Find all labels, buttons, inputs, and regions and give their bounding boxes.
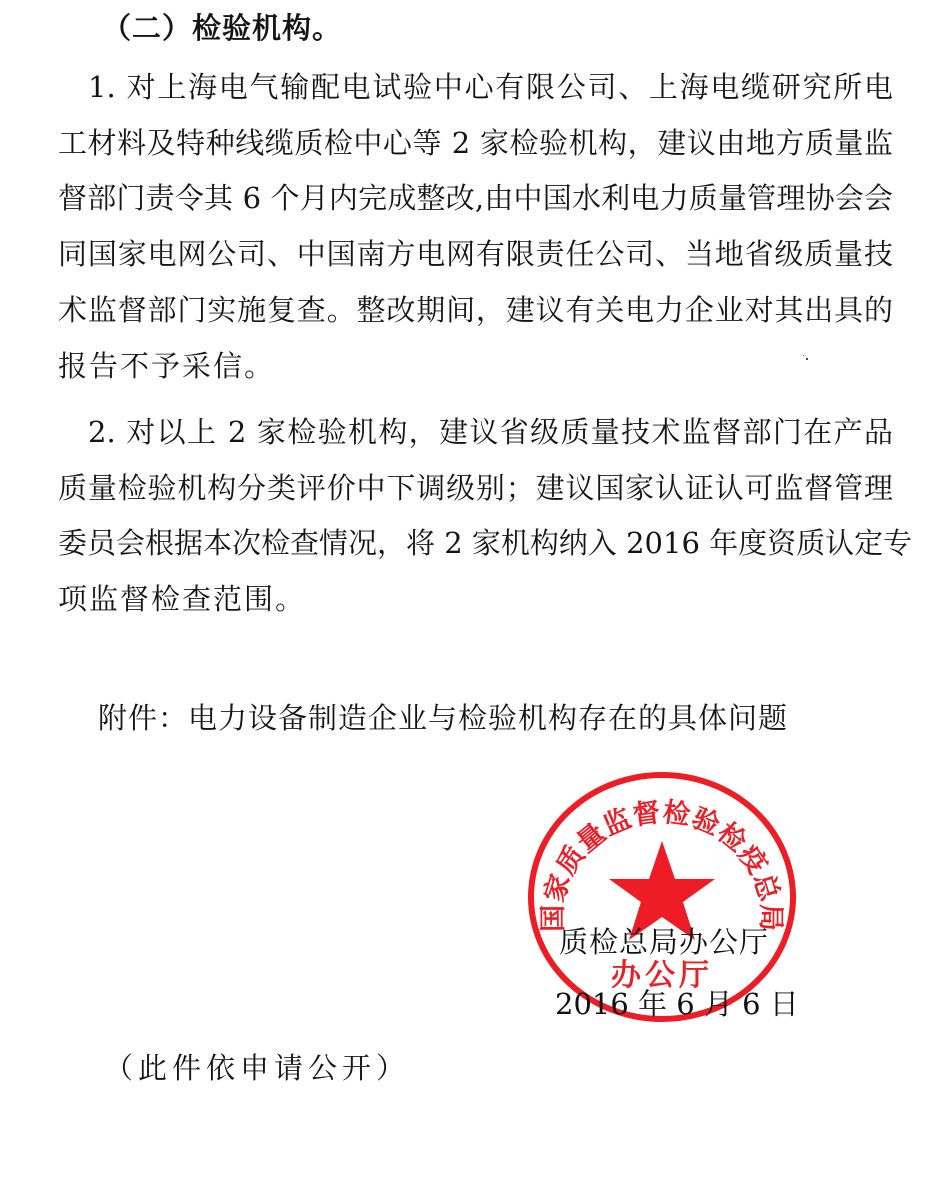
issuing-office: 质检总局办公厅 <box>559 925 770 959</box>
paragraph-2-line-4: 项监督检查范围。 <box>58 582 307 616</box>
scan-speck <box>803 355 804 356</box>
paragraph-1-line-1: 1. 对上海电气输配电试验中心有限公司、上海电缆研究所电 <box>88 70 893 104</box>
seal-center-text: 办公厅 <box>611 958 713 993</box>
section-heading: （二）检验机构。 <box>102 11 343 45</box>
paragraph-2-line-3: 委员会根据本次检查情况，将 2 家机构纳入 2016 年度资质认定专 <box>58 526 913 560</box>
paragraph-1-line-2: 工材料及特种线缆质检中心等 2 家检验机构，建议由地方质量监 <box>58 126 893 160</box>
paragraph-2-line-2: 质量检验机构分类评价中下调级别；建议国家认证认可监督管理 <box>58 471 893 505</box>
paragraph-2-line-1: 2. 对以上 2 家检验机构，建议省级质量技术监督部门在产品 <box>88 415 893 449</box>
paragraph-1-line-3: 督部门责令其 6 个月内完成整改,由中国水利电力质量管理协会会 <box>58 181 893 215</box>
paragraph-1-line-6: 报告不予采信。 <box>58 349 276 383</box>
disclosure-note: （此件依申请公开） <box>104 1051 411 1085</box>
seal-ring-text: 国家质量监督检验检疫总局 <box>537 796 787 932</box>
issue-date: 2016 年 6 月 6 日 <box>555 987 799 1021</box>
paragraph-1-line-4: 同国家电网公司、中国南方电网有限责任公司、当地省级质量技 <box>58 237 893 271</box>
paragraph-1-line-5: 术监督部门实施复查。整改期间，建议有关电力企业对其出具的 <box>58 293 893 327</box>
attachment-line: 附件：电力设备制造企业与检验机构存在的具体问题 <box>98 701 789 735</box>
scan-speck <box>806 358 808 360</box>
